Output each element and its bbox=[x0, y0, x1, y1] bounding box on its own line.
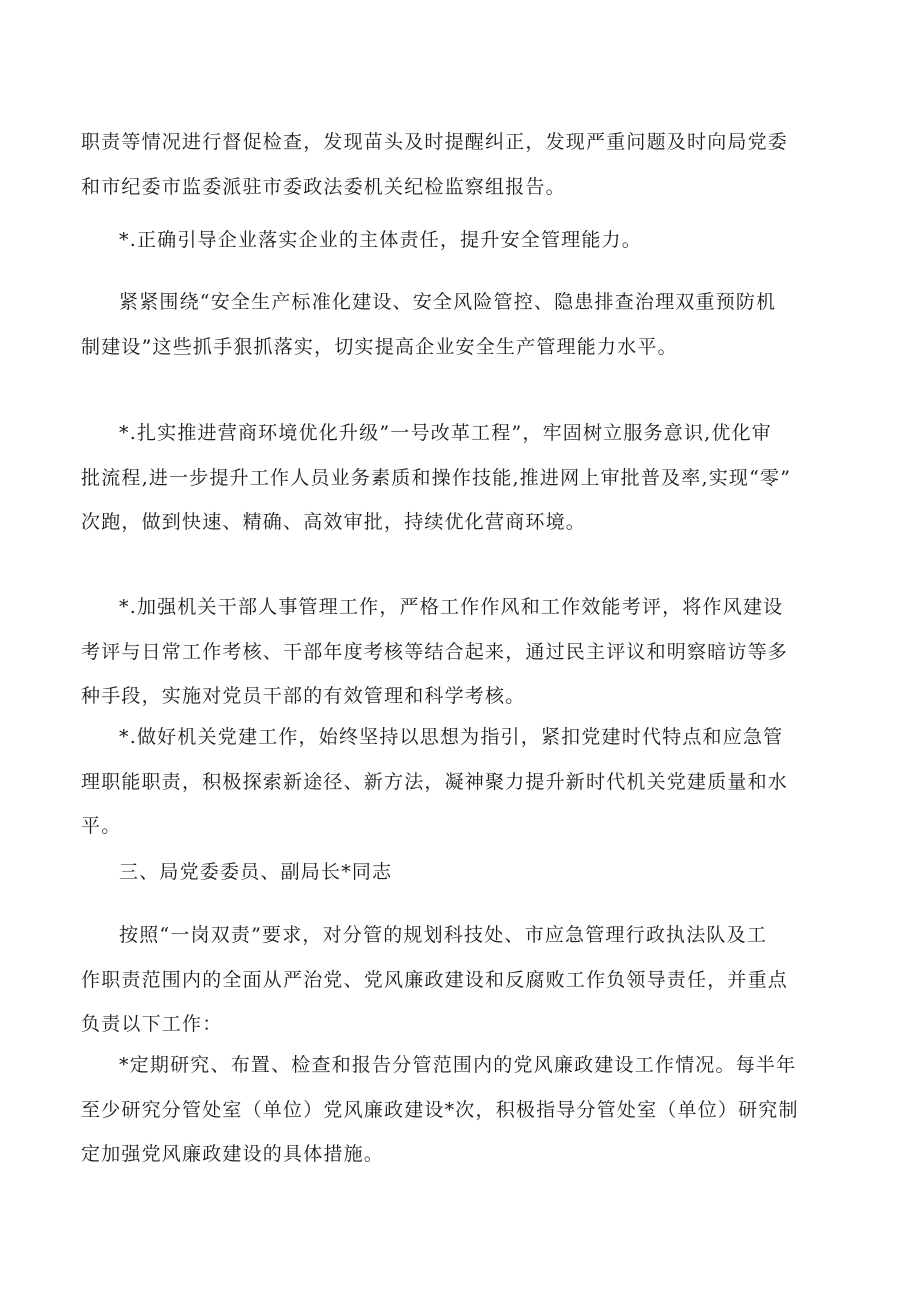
paragraph-safety-standardization bbox=[81, 280, 843, 369]
text-line: *.扎实推进营商环境优化升级”一号改革工程”，牢固树立服务意识,优化审 bbox=[119, 422, 773, 444]
text-line: *.做好机关党建工作，始终坚持以思想为指引，紧扣党建时代特点和应急管 bbox=[119, 726, 784, 748]
text-line: 批流程,进一步提升工作人员业务素质和操作技能,推进网上审批普及率,实现“零” bbox=[81, 466, 792, 489]
paragraph-supervision-report bbox=[81, 120, 843, 209]
text-line: 理职能职责，积极探索新途径、新方法，凝神聚力提升新时代机关党建质量和水 bbox=[81, 770, 789, 793]
text-line: 考评与日常工作考核、干部年度考核等结合起来，通过民主评议和明察暗访等多 bbox=[81, 640, 789, 663]
text-line: *定期研究、布置、检查和报告分管范围内的党风廉政建设工作情况。每半年 bbox=[119, 1054, 797, 1076]
section-heading: 三、局党委委员、副局长*同志 bbox=[119, 861, 393, 883]
paragraph-item-enterprise-responsibility bbox=[81, 218, 843, 263]
text-line: *.加强机关干部人事管理工作，严格工作作风和工作效能考评，将作风建设 bbox=[119, 596, 784, 618]
text-line: 次跑，做到快速、精确、高效审批，持续优化营商环境。 bbox=[81, 511, 587, 533]
paragraph-item-personnel-management bbox=[81, 585, 843, 719]
paragraph-item-business-environment bbox=[81, 411, 843, 545]
text-line: 制建设”这些抓手狠抓落实，切实提高企业安全生产管理能力水平。 bbox=[81, 335, 678, 358]
text-line: 负责以下工作： bbox=[81, 1013, 223, 1035]
text-line: 按照“一岗双责”要求，对分管的规划科技处、市应急管理行政执法队及工 bbox=[119, 924, 768, 946]
text-line: 定加强党风廉政建设的具体措施。 bbox=[81, 1143, 385, 1165]
text-line: 至少研究分管处室（单位）党风廉政建设*次，积极指导分管处室（单位）研究制 bbox=[81, 1098, 799, 1121]
text-line: *.正确引导企业落实企业的主体责任，提升安全管理能力。 bbox=[119, 229, 642, 251]
text-line: 和市纪委市监委派驻市委政法委机关纪检监察组报告。 bbox=[81, 175, 566, 198]
text-line: 平。 bbox=[81, 815, 122, 837]
paragraph-dual-responsibility bbox=[81, 913, 843, 1047]
text-line: 作职责范围内的全面从严治党、党风廉政建设和反腐败工作负领导责任，并重点 bbox=[81, 968, 789, 991]
text-line: 紧紧围绕“安全生产标准化建设、安全风险管控、隐患排查治理双重预防机 bbox=[119, 291, 777, 313]
paragraph-item-regular-review bbox=[81, 1043, 843, 1177]
paragraph-item-party-building bbox=[81, 715, 843, 849]
text-line: 职责等情况进行督促检查，发现苗头及时提醒纠正，发现严重问题及时向局党委 bbox=[81, 131, 789, 153]
text-line: 种手段，实施对党员干部的有效管理和科学考核。 bbox=[81, 685, 526, 707]
section-heading-deputy-director bbox=[81, 850, 843, 895]
